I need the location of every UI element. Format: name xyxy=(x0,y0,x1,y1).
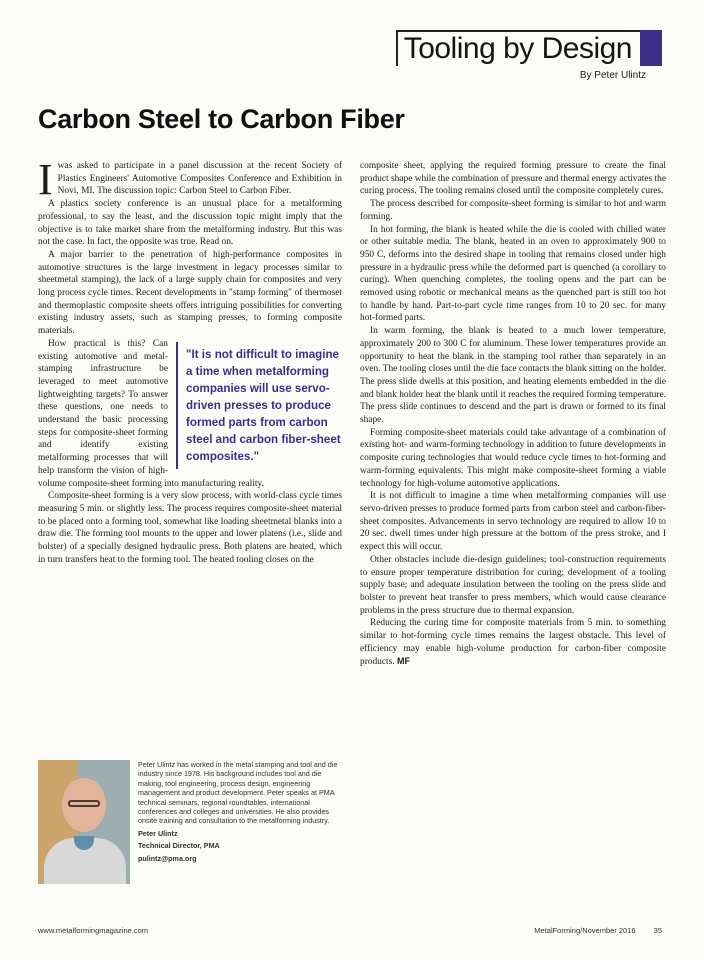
paragraph: Composite-sheet forming is a very slow process, with world-class cycle times measuring 5 min. or slightly less. The process requires composite-sheet material to be placed onto a forming tool, somewhat like loading sheetmetal blanks into a draw die. The forming tool mounts to the upper and lower platens (i.e., slide and bolster) of a specially designed hydraulic press. Both platens are heated, which in turn transfers heat to the forming tool. The heated tooling closes on the xyxy=(38,491,342,565)
article-headline: Carbon Steel to Carbon Fiber xyxy=(38,104,405,134)
paragraph: A plastics society conference is an unusual place for a metalforming professional, to say the least, and the discussion topic might imply that the objective is to take market share from the metalforming industry. But this was not the case. In fact, the opposite was true. Read on. xyxy=(38,199,342,248)
paragraph: In hot forming, the blank is heated while the die is cooled with chilled water or other suitable media. The blank, heated in an oven to approximately 900 to 950 C, deforms into the desired shape in tooling that remains closed under high pressure in a hydraulic press while the deformed part is quenched (a corollary to curing). When quenching completes, the tooling opens and the part can be removed using robotic or mechanical means as the quenched part is still too hot to handle by hand. Part-to-part cycle time ranges from 10 to 20 sec. for many hot-formed parts. xyxy=(360,224,666,324)
paragraph: Forming composite-sheet materials could take advantage of a combination of existing hot- and warm-forming technology in addition to future developments in composite curing technologies that would reduce cycle times to hot-forming and warm-forming equivalents. This might make composite-sheet forming a viable technology for high-volume automotive applications. xyxy=(360,427,666,489)
column-title-accent-block xyxy=(640,30,662,66)
paragraph: In warm forming, the blank is heated to a much lower temperature, approximately 200 to 300 C for aluminum. These lower temperatures provide an opportunity to heat the blank in the stamping tool rather than separately in an oven. The tooling closes until the die face contacts the blank sitting on the holder. The press slide dwells at this position, and heating elements embedded in the die and blank holder heat the blank until it reaches the required forming temperature. The press slide continues to descend and the part is drawn or formed to its final shape. xyxy=(360,326,667,426)
footer-website: www.metalformingmagazine.com xyxy=(38,926,149,935)
paragraph: A major barrier to the penetration of high-performance composites in automotive structures is the large investment in legacy processes similar to sheetmetal stamping), the lack of a large supply chain for composites and very long process cycle times. Recent developments in "stamp forming" of thermoset and thermoplastic composite sheets offers intriguing possibilities for converting existing industry assets, such as stamping presses, to forming composite materials. xyxy=(38,249,342,337)
author-bio xyxy=(38,760,342,890)
paragraph: The process described for composite-sheet forming is similar to hot and warm forming. xyxy=(360,199,666,222)
paragraph: Reducing the curing time for composite materials from 5 min. to something similar to hot-forming cycle times remains the largest obstacle. This level of efficiency may enable high-volume production for carbon-fiber composite products. MF xyxy=(360,618,666,668)
column-header xyxy=(396,30,662,66)
page-footer xyxy=(38,926,662,935)
end-mark: MF xyxy=(396,656,410,667)
author-email: pulintz@pma.org xyxy=(138,853,197,863)
column-title: Tooling by Design xyxy=(396,30,640,66)
paragraph: How practical is this? Can existing automotive and metal-stamping infrastructure be leveraged to meet automotive lightweighting targets? To answer these questions, one needs to understand the basic processing steps for composite-sheet forming and identify existing metalforming processes that will help transform the vision of high-volume composite-sheet forming into manufacturing reality. xyxy=(38,338,264,489)
author-photo xyxy=(38,760,130,884)
paragraph: Iwas asked to participate in a panel discussion at the recent Society of Plastics Engineers' Automotive Composites Conference and Exhibition in Novi, MI. The discussion topic: Carbon Steel to Carbon Fiber. xyxy=(38,155,342,204)
author-bio-text xyxy=(138,760,342,890)
page-number: 35 xyxy=(653,926,662,935)
paragraph: Other obstacles include die-design guidelines; tool-construction requirements to ensure proper temperature distribution for curing; development of a tooling supply base; and adequate insulation between the tooling on the press slide and bolster to prevent heat transfer to press members, which would cause clearance problems in the press structure due to thermal expansion. xyxy=(360,554,666,616)
author-title: Technical Director, PMA xyxy=(138,841,220,851)
paragraph: composite sheet, applying the required forming pressure to create the final product shape while the combination of pressure and thermal energy activates the curing process. The tooling remains closed until the composite completely cures. xyxy=(360,161,666,197)
article-column-left xyxy=(38,155,342,567)
footer-right xyxy=(518,926,662,935)
paragraph: It is not difficult to imagine a time when metalforming companies will use servo-driven presses to produce formed parts from carbon steel and carbon-fiber-sheet composites. Advancements in servo technology are required to allow 10 to 20 sec. dwell times under high pressure at the bottom of the press stroke, and I expect this will occur. xyxy=(360,491,666,553)
byline: By Peter Ulintz xyxy=(579,70,646,81)
footer-issue: MetalForming/November 2016 xyxy=(534,926,636,935)
bio-description: Peter Ulintz has worked in the metal stamping and tool and die industry since 1978. His background includes tool and die making, tool engineering, process design, engineering management and product development. Peter speaks at PMA technical seminars, regional roundtables, international conferences and colleges and universities. He also provides onsite training and consultation to the metalforming industry. xyxy=(138,760,338,826)
drop-cap: I xyxy=(38,155,53,204)
article-column-right xyxy=(360,160,666,669)
author-name: Peter Ulintz xyxy=(138,828,178,838)
pull-quote: "It is not difficult to imagine a time when metalforming companies will use servo-driven presses to produce formed parts from carbon steel and carbon fiber-sheet composites." xyxy=(176,342,342,469)
